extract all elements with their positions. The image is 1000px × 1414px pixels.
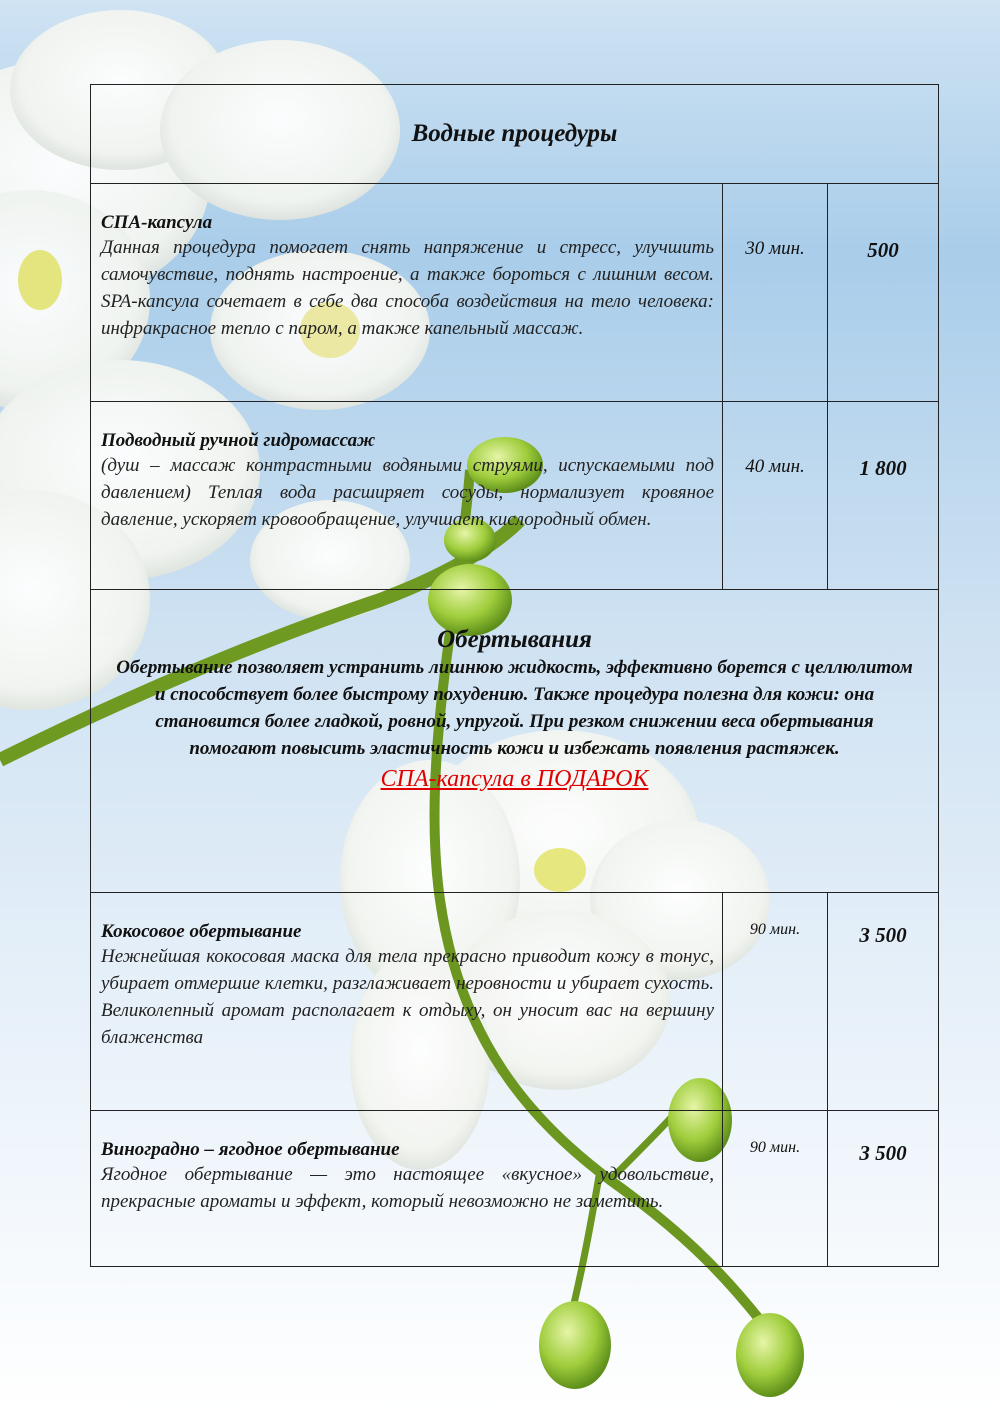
service-name: СПА-капсула: [101, 212, 213, 233]
gift-promo-text: СПА-капсула в ПОДАРОК: [380, 766, 649, 792]
service-name: Виноградно – ягодное обертывание: [101, 1139, 400, 1160]
section-title-wraps: Обертывания: [437, 626, 592, 653]
service-row-grape-berry-wrap: [91, 1111, 939, 1267]
wraps-intro-cell: [91, 590, 939, 893]
water-procedures-header: [91, 85, 939, 184]
service-description-cell: [91, 893, 723, 1111]
service-text: Данная процедура помогает снять напряжение и стресс, улучшить самочувствие, поднять настроение, а также бороться с лишним весом. SPA-капсула сочетает в себе два способа воздействия на тело человека: инфракрасное тепло с паром, а также капельный массаж.: [101, 237, 714, 339]
service-text: Нежнейшая кокосовая маска для тела прекрасно приводит кожу в тонус, убирает отмершие клетки, разглаживает неровности и убирает сухость. Великолепный аромат располагает к отдыху, он уносит вас на вершину блаженства: [101, 946, 714, 1048]
service-row-coconut-wrap: [91, 893, 939, 1111]
service-price: 1 800: [828, 402, 939, 590]
service-duration: 40 мин.: [723, 402, 828, 590]
service-description-cell: [91, 402, 723, 590]
wraps-intro-row: [91, 590, 939, 893]
service-description-cell: [91, 1111, 723, 1267]
price-table: [90, 84, 939, 1267]
service-row-hydromassage: [91, 402, 939, 590]
service-name: Подводный ручной гидромассаж: [101, 430, 376, 451]
wraps-intro-text: Обертывание позволяет устранить лишнюю жидкость, эффективно борется с целлюлитом и способствует более быстрому похудению. Также процедура полезна для кожи: она становится более гладкой, ровной, упругой. При резком снижении веса обертывания помогают повысить эластичность кожи и избежать появления растяжек.: [116, 657, 913, 759]
service-price: 500: [828, 184, 939, 402]
service-duration: 30 мин.: [723, 184, 828, 402]
service-duration: 90 мин.: [723, 893, 828, 1111]
service-row-spa-capsule: [91, 184, 939, 402]
service-text: (душ – массаж контрастными водяными струями, испускаемыми под давлением) Теплая вода расширяет сосуды, нормализует кровяное давление, ускоряет кровообращение, улучшает кислородный обмен.: [101, 455, 714, 530]
service-description-cell: [91, 184, 723, 402]
service-text: Ягодное обертывание — это настоящее «вкусное» удовольствие, прекрасные ароматы и эффект, который невозможно не заметить.: [101, 1164, 714, 1212]
service-price: 3 500: [828, 893, 939, 1111]
service-price: 3 500: [828, 1111, 939, 1267]
service-duration: 90 мин.: [723, 1111, 828, 1267]
section-title-water: Водные процедуры: [411, 120, 618, 147]
service-name: Кокосовое обертывание: [101, 921, 302, 942]
